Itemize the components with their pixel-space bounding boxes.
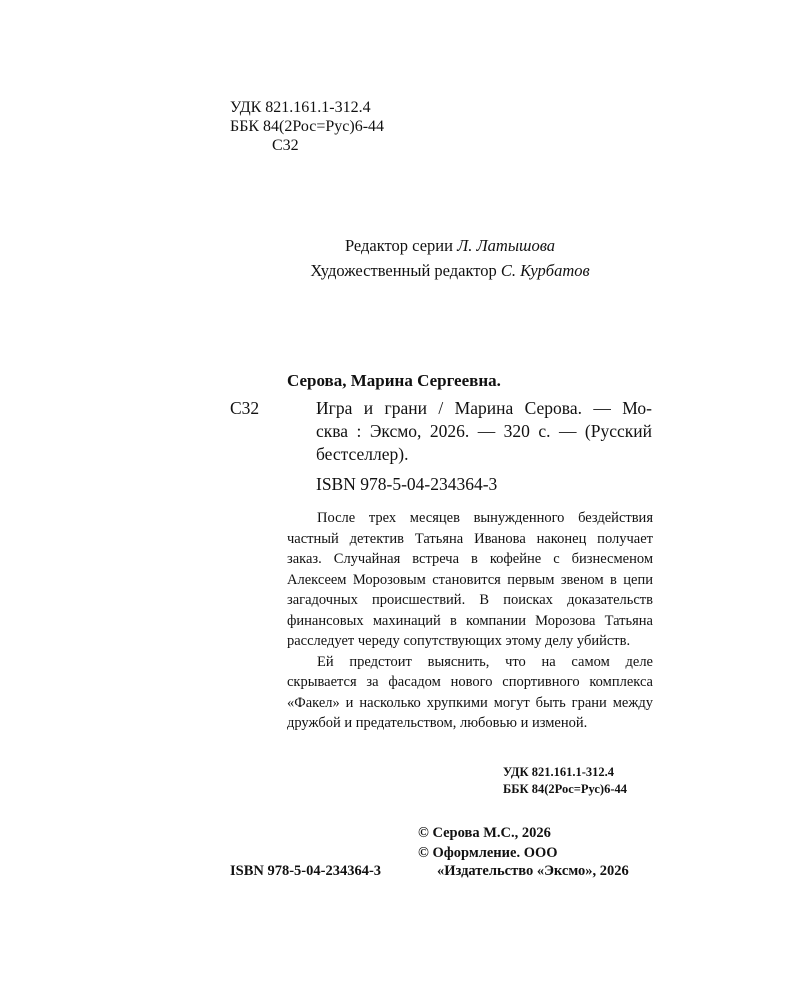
editors-block — [230, 233, 670, 283]
art-editor — [230, 258, 670, 283]
description-line: сква : Эксмо, 2026. — 320 с. — (Русский — [316, 421, 652, 441]
art-editor-name: С. Курбатов — [500, 261, 590, 280]
bbk-code: ББК 84(2Рос=Рус)6-44 — [230, 118, 385, 135]
annotation-paragraph: Ей предстоит выяснить, что на самом деле скрывается за фасадом нового спортивного комплекса «Факел» и насколько хрупкими могут быть грани между дружбой и предательством, любовью и изменой. — [287, 653, 653, 731]
series-editor — [230, 233, 670, 258]
copyright-publisher: «Издательство «Эксмо», 2026 — [437, 863, 629, 879]
copyright-isbn: ISBN 978-5-04-234364-3 — [230, 863, 382, 879]
annotation-codes — [503, 764, 627, 798]
catalog-block — [230, 98, 384, 155]
art-editor-label: Художественный редактор — [310, 261, 497, 280]
record-description — [316, 397, 652, 466]
udk-code-small: УДК 821.161.1-312.4 — [503, 765, 614, 779]
description-line: бестселлер). — [316, 444, 409, 464]
series-editor-name: Л. Латышова — [457, 236, 556, 255]
series-editor-label: Редактор серии — [344, 236, 453, 255]
record-isbn: ISBN 978-5-04-234364-3 — [316, 474, 498, 494]
copyright-author: © Серова М.С., 2026 — [418, 825, 551, 841]
udk-code: УДК 821.161.1-312.4 — [230, 99, 371, 116]
bbk-code-small: ББК 84(2Рос=Рус)6-44 — [503, 782, 627, 796]
record-code: С32 — [230, 398, 260, 418]
record-author: Серова, Марина Сергеевна. — [287, 371, 501, 390]
author-sign: С32 — [272, 137, 299, 154]
description-line: Игра и грани / Марина Серова. — Мо- — [316, 398, 652, 418]
annotation — [287, 508, 653, 734]
annotation-paragraph: После трех месяцев вынужденного бездействия частный детектив Татьяна Иванова наконец получает заказ. Случайная встреча в кофейне с бизнесменом Алексеем Морозовым становится первым звеном в цепи загадочных происшествий. В поисках доказательств финансовых махинаций в компании Морозова Татьяна расследует череду сопутствующих этому делу убийств. — [287, 510, 653, 649]
copyright-design: © Оформление. ООО — [418, 845, 558, 861]
